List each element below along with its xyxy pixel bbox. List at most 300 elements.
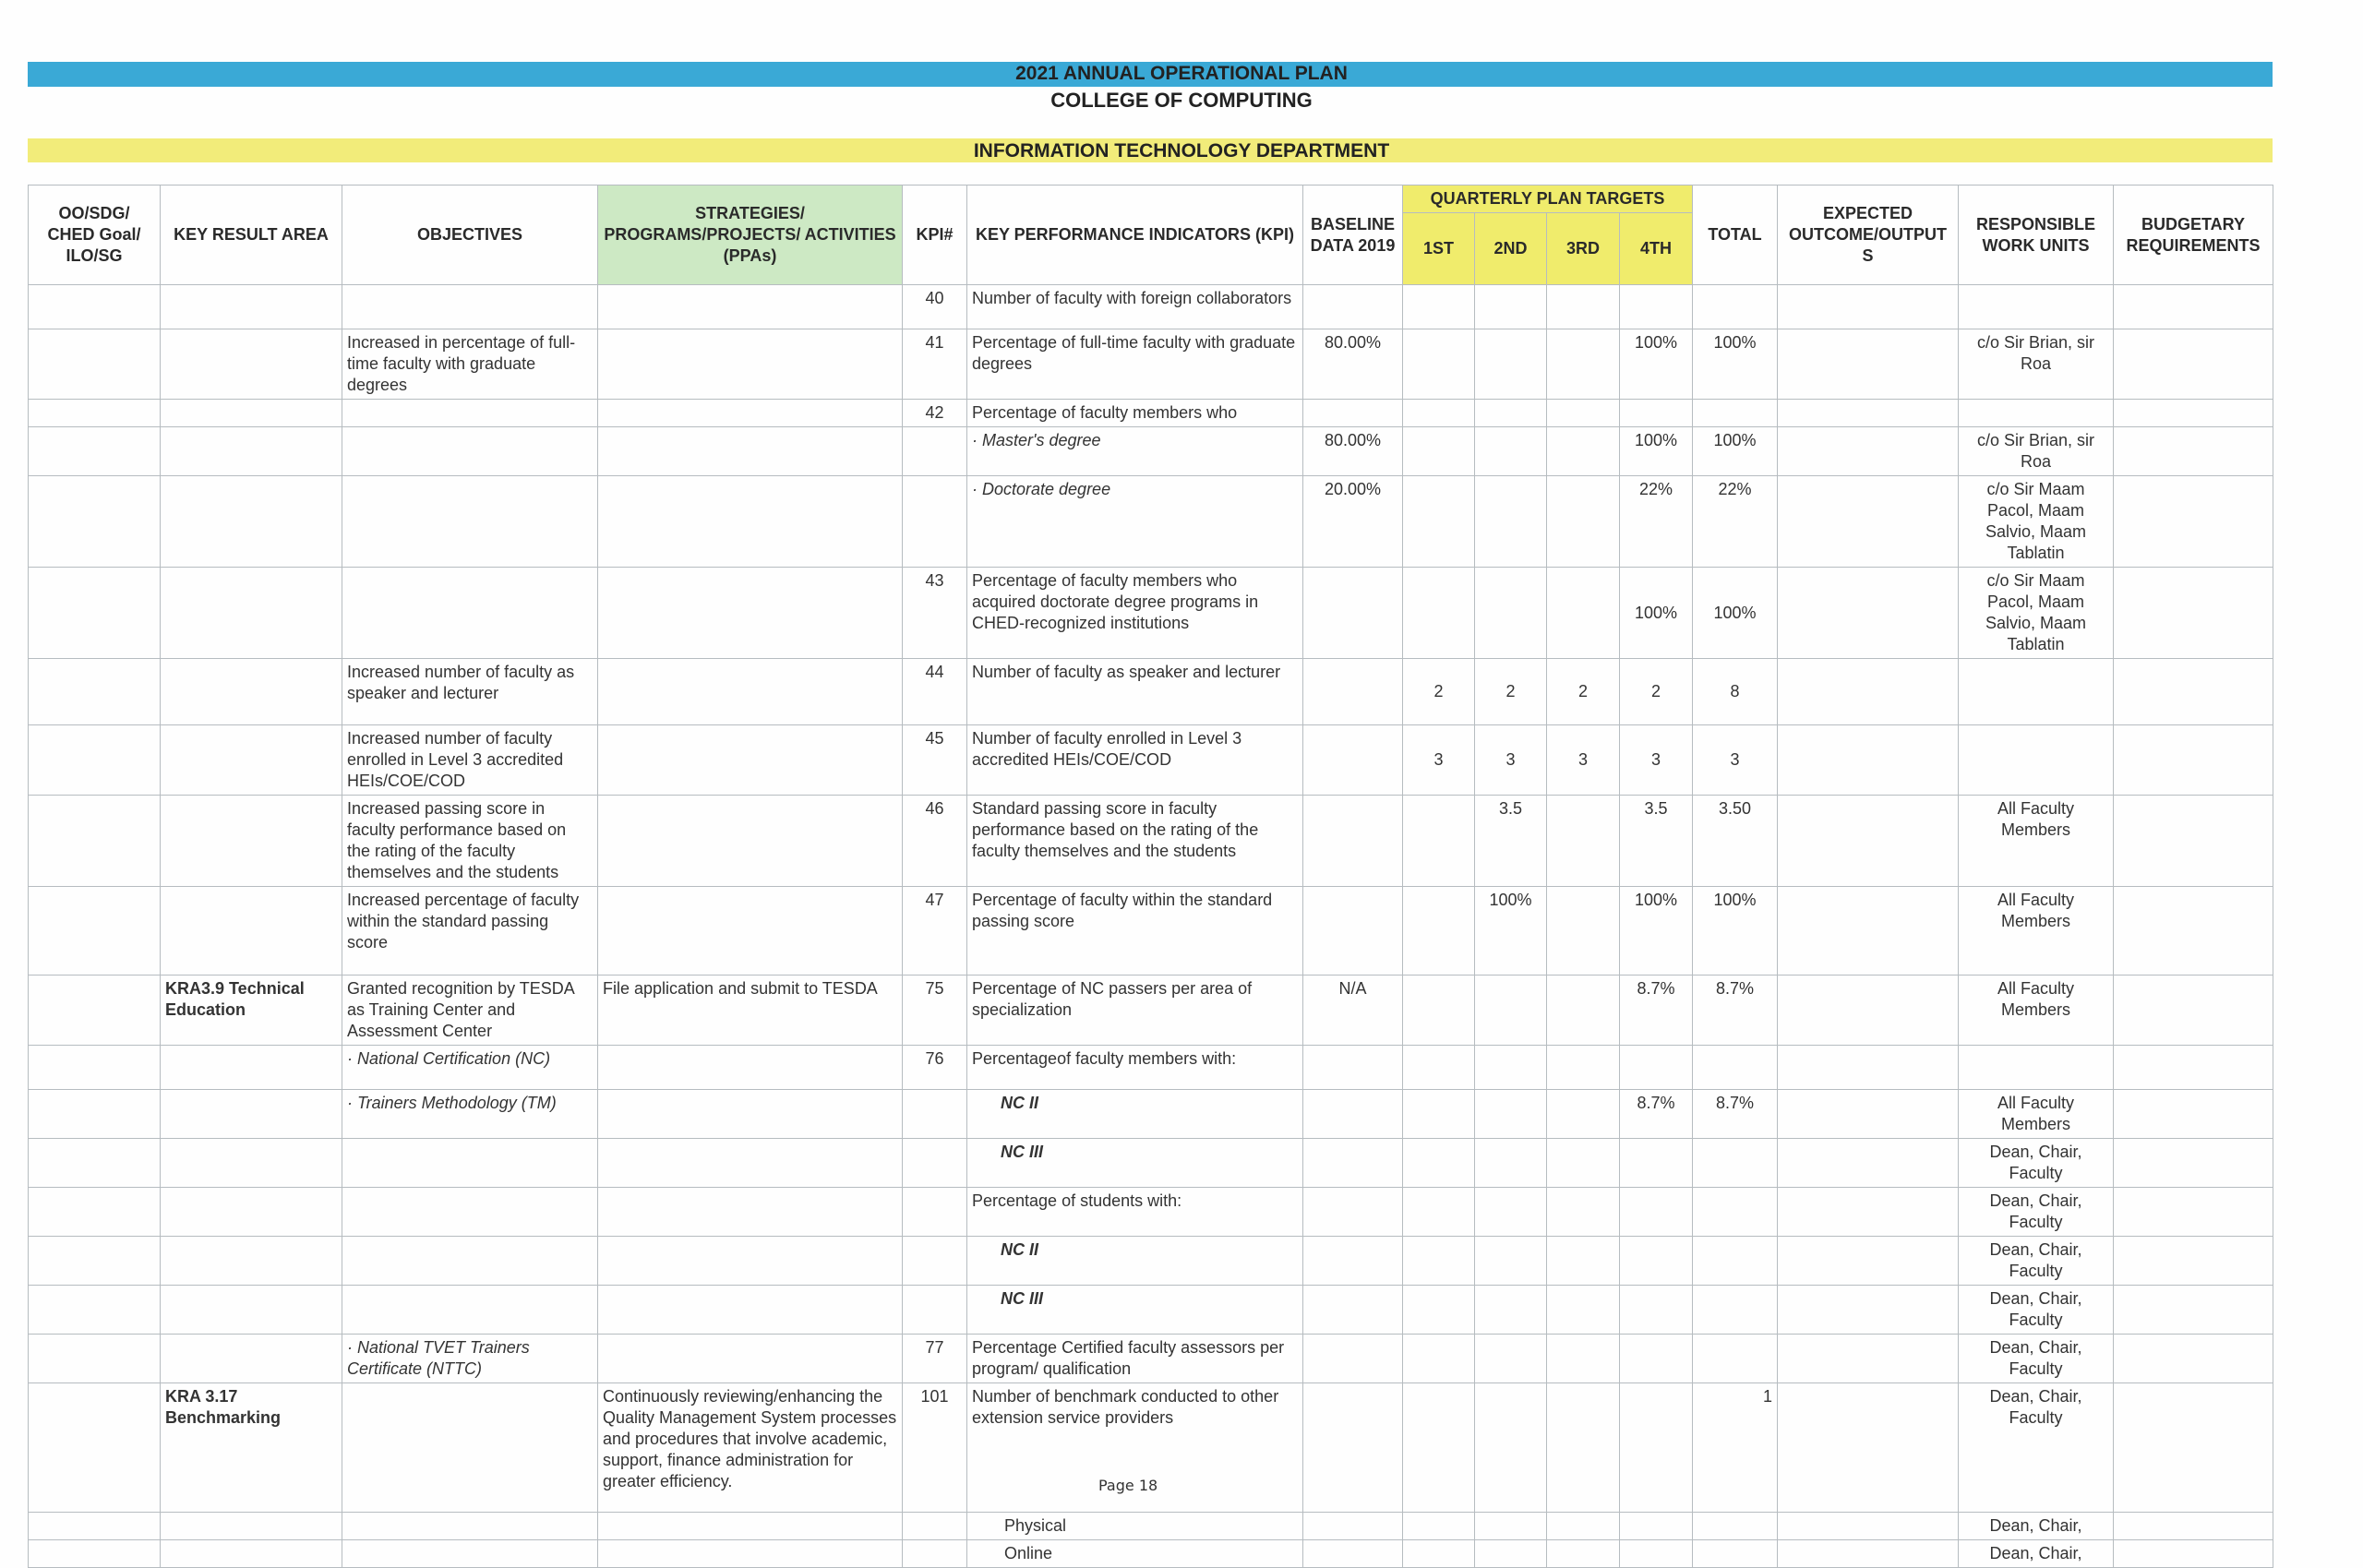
cell-kra: [161, 329, 342, 400]
cell-kpi-no: 77: [903, 1335, 967, 1383]
cell-ppa: [598, 285, 903, 329]
cell-budget: [2114, 1286, 2273, 1335]
cell-q3: 3: [1547, 725, 1620, 796]
cell-kpi-no: 43: [903, 568, 967, 659]
cell-baseline: [1303, 1046, 1403, 1090]
cell-total: [1693, 285, 1778, 329]
cell-total: 22%: [1693, 476, 1778, 568]
cell-objective: [342, 1513, 598, 1540]
cell-ppa: [598, 1090, 903, 1139]
cell-objective: · National TVET Trainers Certificate (NTTC): [342, 1335, 598, 1383]
cell-expected: [1778, 427, 1959, 476]
cell-q4: 100%: [1620, 568, 1693, 659]
cell-q4: 22%: [1620, 476, 1693, 568]
cell-q1: [1403, 1237, 1475, 1286]
cell-baseline: N/A: [1303, 976, 1403, 1046]
cell-responsible: All Faculty Members: [1959, 796, 2114, 887]
cell-goal: [29, 400, 161, 427]
cell-expected: [1778, 659, 1959, 725]
cell-ppa: Continuously reviewing/enhancing the Quality Management System processes and procedures that involve academic, support, finance administration for greater efficiency.: [598, 1383, 903, 1513]
cell-ppa: [598, 1237, 903, 1286]
cell-q2: [1475, 1383, 1547, 1513]
cell-goal: [29, 976, 161, 1046]
cell-q4: [1620, 1046, 1693, 1090]
header-baseline: BASELINE DATA 2019: [1303, 186, 1403, 285]
cell-baseline: [1303, 796, 1403, 887]
cell-q1: [1403, 329, 1475, 400]
cell-goal: [29, 1286, 161, 1335]
cell-budget: [2114, 427, 2273, 476]
cell-q1: [1403, 1383, 1475, 1513]
cell-budget: [2114, 1090, 2273, 1139]
cell-baseline: 80.00%: [1303, 427, 1403, 476]
cell-q4: 100%: [1620, 329, 1693, 400]
cell-ppa: [598, 329, 903, 400]
cell-kra: [161, 285, 342, 329]
cell-expected: [1778, 796, 1959, 887]
plan-body: [29, 285, 2273, 1568]
cell-ppa: [598, 568, 903, 659]
cell-total: 100%: [1693, 887, 1778, 976]
cell-ppa: [598, 476, 903, 568]
cell-budget: [2114, 476, 2273, 568]
cell-expected: [1778, 1540, 1959, 1568]
cell-kpi-no: 45: [903, 725, 967, 796]
cell-q2: 3: [1475, 725, 1547, 796]
cell-ppa: [598, 400, 903, 427]
cell-budget: [2114, 887, 2273, 976]
cell-q2: 100%: [1475, 887, 1547, 976]
cell-q2: [1475, 400, 1547, 427]
cell-responsible: [1959, 725, 2114, 796]
cell-kra: [161, 1540, 342, 1568]
cell-q3: 2: [1547, 659, 1620, 725]
cell-baseline: [1303, 1090, 1403, 1139]
cell-kpi-no: [903, 1188, 967, 1237]
cell-expected: [1778, 1139, 1959, 1188]
cell-kra: [161, 427, 342, 476]
cell-objective: [342, 1188, 598, 1237]
table-row: [29, 427, 2273, 476]
table-row: [29, 1090, 2273, 1139]
cell-q1: [1403, 976, 1475, 1046]
cell-goal: [29, 1237, 161, 1286]
cell-kpi: Number of faculty with foreign collaborators: [967, 285, 1303, 329]
cell-expected: [1778, 1046, 1959, 1090]
cell-objective: [342, 427, 598, 476]
cell-ppa: [598, 1139, 903, 1188]
cell-objective: [342, 1540, 598, 1568]
cell-goal: [29, 1335, 161, 1383]
cell-kra: [161, 796, 342, 887]
cell-q1: 2: [1403, 659, 1475, 725]
cell-q3: [1547, 1513, 1620, 1540]
cell-objective: Increased number of faculty enrolled in Level 3 accredited HEIs/COE/COD: [342, 725, 598, 796]
cell-total: 100%: [1693, 329, 1778, 400]
cell-q1: [1403, 1046, 1475, 1090]
cell-q4: [1620, 400, 1693, 427]
cell-objective: · National Certification (NC): [342, 1046, 598, 1090]
cell-expected: [1778, 1090, 1959, 1139]
cell-kpi-no: [903, 1513, 967, 1540]
cell-q1: [1403, 1513, 1475, 1540]
cell-expected: [1778, 1237, 1959, 1286]
table-row: [29, 976, 2273, 1046]
cell-kpi: Percentage of faculty members who acquired doctorate degree programs in CHED-recognized institutions: [967, 568, 1303, 659]
cell-kpi: NC III: [967, 1139, 1303, 1188]
cell-budget: [2114, 1335, 2273, 1383]
cell-ppa: [598, 659, 903, 725]
cell-kpi: Percentage of NC passers per area of specialization: [967, 976, 1303, 1046]
cell-baseline: [1303, 285, 1403, 329]
cell-total: [1693, 1139, 1778, 1188]
cell-total: [1693, 1540, 1778, 1568]
cell-objective: [342, 568, 598, 659]
table-row: [29, 1335, 2273, 1383]
cell-q3: [1547, 285, 1620, 329]
cell-kpi: NC II: [967, 1090, 1303, 1139]
cell-q1: [1403, 796, 1475, 887]
cell-q2: [1475, 476, 1547, 568]
cell-q3: [1547, 1286, 1620, 1335]
header-goal: OO/SDG/ CHED Goal/ ILO/SG: [29, 186, 161, 285]
cell-kra: [161, 1237, 342, 1286]
cell-kpi-no: 42: [903, 400, 967, 427]
cell-q4: [1620, 1286, 1693, 1335]
cell-kra: [161, 400, 342, 427]
cell-q4: [1620, 1513, 1693, 1540]
cell-kpi-no: [903, 1090, 967, 1139]
cell-total: 8.7%: [1693, 1090, 1778, 1139]
cell-q4: 100%: [1620, 427, 1693, 476]
cell-q3: [1547, 1335, 1620, 1383]
cell-expected: [1778, 1286, 1959, 1335]
table-row: [29, 1139, 2273, 1188]
cell-goal: [29, 887, 161, 976]
table-row: [29, 1046, 2273, 1090]
cell-kra: [161, 1139, 342, 1188]
cell-kra: KRA 3.17 Benchmarking: [161, 1383, 342, 1513]
cell-objective: [342, 1383, 598, 1513]
cell-q3: [1547, 400, 1620, 427]
cell-q2: [1475, 1139, 1547, 1188]
cell-kpi-no: [903, 1286, 967, 1335]
cell-objective: [342, 1139, 598, 1188]
cell-kra: [161, 568, 342, 659]
operational-plan-table: [28, 185, 2273, 1568]
cell-responsible: [1959, 1046, 2114, 1090]
cell-kpi: Online: [967, 1540, 1303, 1568]
cell-q2: [1475, 568, 1547, 659]
cell-goal: [29, 1513, 161, 1540]
header-objectives: OBJECTIVES: [342, 186, 598, 285]
plan-title: 2021 ANNUAL OPERATIONAL PLAN: [1015, 63, 1348, 84]
cell-total: [1693, 1335, 1778, 1383]
table-row: [29, 725, 2273, 796]
cell-kpi-no: [903, 1237, 967, 1286]
header-total: TOTAL: [1693, 186, 1778, 285]
cell-ppa: [598, 1188, 903, 1237]
cell-q4: 2: [1620, 659, 1693, 725]
cell-q2: [1475, 1513, 1547, 1540]
cell-q2: [1475, 329, 1547, 400]
cell-expected: [1778, 285, 1959, 329]
cell-q4: 3.5: [1620, 796, 1693, 887]
cell-kpi-no: 44: [903, 659, 967, 725]
cell-ppa: [598, 1286, 903, 1335]
cell-kpi-no: [903, 1139, 967, 1188]
cell-baseline: [1303, 400, 1403, 427]
cell-q2: [1475, 1188, 1547, 1237]
cell-baseline: 80.00%: [1303, 329, 1403, 400]
cell-baseline: [1303, 1335, 1403, 1383]
cell-objective: · Trainers Methodology (TM): [342, 1090, 598, 1139]
table-row: [29, 285, 2273, 329]
table-row: [29, 568, 2273, 659]
cell-kra: [161, 887, 342, 976]
header-expected-outcome: EXPECTED OUTCOME/OUTPUT S: [1778, 186, 1959, 285]
cell-kpi-no: [903, 1540, 967, 1568]
cell-responsible: All Faculty Members: [1959, 1090, 2114, 1139]
cell-responsible: c/o Sir Maam Pacol, Maam Salvio, Maam Tablatin: [1959, 476, 2114, 568]
cell-q3: [1547, 1383, 1620, 1513]
cell-kpi: Percentage of faculty members who: [967, 400, 1303, 427]
cell-q1: [1403, 887, 1475, 976]
cell-budget: [2114, 725, 2273, 796]
cell-expected: [1778, 1188, 1959, 1237]
cell-responsible: [1959, 659, 2114, 725]
cell-responsible: Dean, Chair,: [1959, 1513, 2114, 1540]
table-row: [29, 659, 2273, 725]
cell-expected: [1778, 1513, 1959, 1540]
cell-objective: [342, 1237, 598, 1286]
cell-q2: [1475, 427, 1547, 476]
cell-responsible: Dean, Chair, Faculty: [1959, 1335, 2114, 1383]
cell-kpi-no: 40: [903, 285, 967, 329]
cell-kpi: Standard passing score in faculty performance based on the rating of the faculty themselves and the students: [967, 796, 1303, 887]
cell-total: [1693, 1046, 1778, 1090]
cell-expected: [1778, 476, 1959, 568]
cell-q4: [1620, 1540, 1693, 1568]
cell-kra: [161, 725, 342, 796]
cell-budget: [2114, 400, 2273, 427]
cell-total: [1693, 1286, 1778, 1335]
cell-goal: [29, 285, 161, 329]
header-q1: 1ST: [1403, 213, 1475, 285]
cell-q1: [1403, 1286, 1475, 1335]
cell-objective: Granted recognition by TESDA as Training Center and Assessment Center: [342, 976, 598, 1046]
cell-kpi-no: 46: [903, 796, 967, 887]
cell-budget: [2114, 1188, 2273, 1237]
cell-baseline: 20.00%: [1303, 476, 1403, 568]
cell-q3: [1547, 887, 1620, 976]
cell-kra: [161, 1046, 342, 1090]
cell-kpi: Percentage of faculty within the standard passing score: [967, 887, 1303, 976]
cell-goal: [29, 1090, 161, 1139]
cell-kpi: NC III: [967, 1286, 1303, 1335]
cell-budget: [2114, 1540, 2273, 1568]
cell-q2: [1475, 1046, 1547, 1090]
cell-q1: [1403, 427, 1475, 476]
cell-q3: [1547, 476, 1620, 568]
table-row: [29, 796, 2273, 887]
cell-goal: [29, 329, 161, 400]
cell-total: 3.50: [1693, 796, 1778, 887]
cell-q4: 8.7%: [1620, 1090, 1693, 1139]
cell-q2: 3.5: [1475, 796, 1547, 887]
cell-q1: [1403, 568, 1475, 659]
cell-q4: [1620, 1237, 1693, 1286]
cell-ppa: [598, 796, 903, 887]
cell-expected: [1778, 568, 1959, 659]
cell-kra: [161, 1286, 342, 1335]
cell-baseline: [1303, 725, 1403, 796]
cell-responsible: Dean, Chair, Faculty: [1959, 1188, 2114, 1237]
cell-responsible: [1959, 400, 2114, 427]
cell-q2: 2: [1475, 659, 1547, 725]
cell-q3: [1547, 1188, 1620, 1237]
table-row: [29, 1188, 2273, 1237]
cell-expected: [1778, 329, 1959, 400]
cell-objective: Increased passing score in faculty performance based on the rating of the faculty themselves and the students: [342, 796, 598, 887]
cell-kpi: Percentage Certified faculty assessors per program/ qualification: [967, 1335, 1303, 1383]
cell-ppa: [598, 1335, 903, 1383]
header-responsible: RESPONSIBLE WORK UNITS: [1959, 186, 2114, 285]
cell-expected: [1778, 1335, 1959, 1383]
cell-kpi: Number of faculty as speaker and lecturer: [967, 659, 1303, 725]
page-number: Page 18: [1098, 1477, 1158, 1494]
cell-q4: [1620, 1383, 1693, 1513]
cell-responsible: [1959, 285, 2114, 329]
cell-q2: [1475, 1286, 1547, 1335]
cell-budget: [2114, 976, 2273, 1046]
cell-budget: [2114, 1046, 2273, 1090]
cell-responsible: Dean, Chair, Faculty: [1959, 1139, 2114, 1188]
cell-goal: [29, 1046, 161, 1090]
cell-total: 1: [1693, 1383, 1778, 1513]
cell-kra: [161, 1513, 342, 1540]
cell-q1: [1403, 1188, 1475, 1237]
cell-ppa: [598, 887, 903, 976]
cell-kpi: Number of benchmark conducted to other extension service providers: [967, 1383, 1303, 1513]
cell-goal: [29, 1540, 161, 1568]
cell-q2: [1475, 1335, 1547, 1383]
cell-ppa: [598, 1540, 903, 1568]
cell-kra: [161, 1188, 342, 1237]
cell-q4: 100%: [1620, 887, 1693, 976]
cell-q1: [1403, 1090, 1475, 1139]
cell-q4: 8.7%: [1620, 976, 1693, 1046]
cell-q2: [1475, 1540, 1547, 1568]
cell-goal: [29, 1139, 161, 1188]
cell-q3: [1547, 976, 1620, 1046]
cell-responsible: Dean, Chair,: [1959, 1540, 2114, 1568]
cell-kpi: · Doctorate degree: [967, 476, 1303, 568]
cell-kpi: Physical: [967, 1513, 1303, 1540]
cell-baseline: [1303, 1139, 1403, 1188]
cell-baseline: [1303, 659, 1403, 725]
cell-kpi-no: 47: [903, 887, 967, 976]
cell-ppa: File application and submit to TESDA: [598, 976, 903, 1046]
header-kpi-number: KPI#: [903, 186, 967, 285]
cell-goal: [29, 568, 161, 659]
cell-goal: [29, 476, 161, 568]
cell-goal: [29, 1188, 161, 1237]
cell-goal: [29, 659, 161, 725]
cell-objective: [342, 1286, 598, 1335]
cell-expected: [1778, 1383, 1959, 1513]
cell-q3: [1547, 329, 1620, 400]
cell-goal: [29, 1383, 161, 1513]
cell-kpi: · Master's degree: [967, 427, 1303, 476]
college-title: COLLEGE OF COMPUTING: [1050, 89, 1313, 112]
cell-expected: [1778, 887, 1959, 976]
cell-budget: [2114, 659, 2273, 725]
table-row: [29, 1237, 2273, 1286]
cell-baseline: [1303, 1513, 1403, 1540]
cell-kpi-no: 76: [903, 1046, 967, 1090]
cell-q2: [1475, 285, 1547, 329]
department-title: INFORMATION TECHNOLOGY DEPARTMENT: [973, 140, 1390, 162]
cell-responsible: c/o Sir Maam Pacol, Maam Salvio, Maam Tablatin: [1959, 568, 2114, 659]
table-row: [29, 1540, 2273, 1568]
cell-q3: [1547, 1139, 1620, 1188]
cell-responsible: c/o Sir Brian, sir Roa: [1959, 329, 2114, 400]
cell-q2: [1475, 976, 1547, 1046]
header-kra: KEY RESULT AREA: [161, 186, 342, 285]
cell-total: 100%: [1693, 427, 1778, 476]
cell-baseline: [1303, 1540, 1403, 1568]
table-row: [29, 1286, 2273, 1335]
table-row: [29, 1513, 2273, 1540]
cell-total: [1693, 1513, 1778, 1540]
header-q3: 3RD: [1547, 213, 1620, 285]
cell-goal: [29, 796, 161, 887]
cell-q1: [1403, 285, 1475, 329]
table-row: [29, 887, 2273, 976]
cell-q4: [1620, 1335, 1693, 1383]
cell-baseline: [1303, 887, 1403, 976]
cell-q1: [1403, 1540, 1475, 1568]
cell-expected: [1778, 400, 1959, 427]
cell-q4: 3: [1620, 725, 1693, 796]
cell-total: [1693, 1237, 1778, 1286]
cell-kpi-no: [903, 476, 967, 568]
cell-kpi-no: 41: [903, 329, 967, 400]
cell-q2: [1475, 1237, 1547, 1286]
cell-budget: [2114, 1237, 2273, 1286]
cell-budget: [2114, 568, 2273, 659]
cell-q1: [1403, 1139, 1475, 1188]
cell-budget: [2114, 329, 2273, 400]
cell-total: [1693, 1188, 1778, 1237]
cell-kpi-no: 101: [903, 1383, 967, 1513]
header-q2: 2ND: [1475, 213, 1547, 285]
cell-kpi: Number of faculty enrolled in Level 3 accredited HEIs/COE/COD: [967, 725, 1303, 796]
cell-kra: [161, 1335, 342, 1383]
cell-total: 8: [1693, 659, 1778, 725]
cell-kpi: Percentage of full-time faculty with graduate degrees: [967, 329, 1303, 400]
cell-baseline: [1303, 1286, 1403, 1335]
cell-responsible: Dean, Chair, Faculty: [1959, 1237, 2114, 1286]
cell-objective: [342, 285, 598, 329]
cell-responsible: All Faculty Members: [1959, 976, 2114, 1046]
cell-total: 100%: [1693, 568, 1778, 659]
cell-ppa: [598, 1513, 903, 1540]
table-row: [29, 476, 2273, 568]
table-row: [29, 400, 2273, 427]
table-row: [29, 329, 2273, 400]
